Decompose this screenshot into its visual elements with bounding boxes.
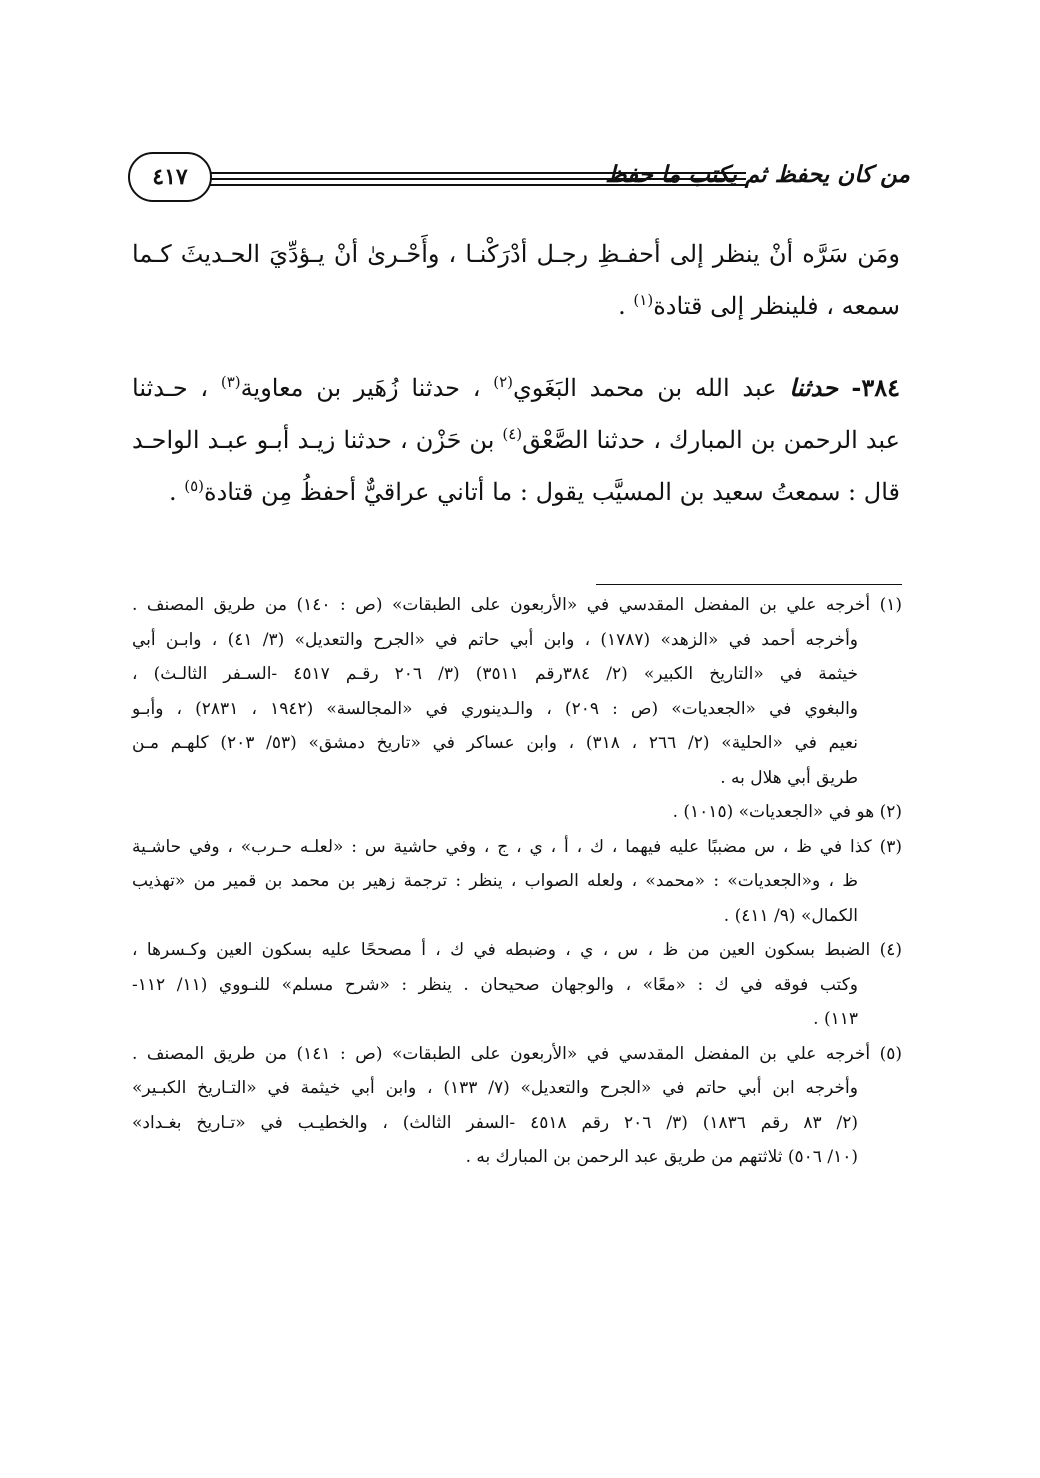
text-span: عبد الرحمن بن المبارك ، حدثنا الصَّعْق: [522, 426, 900, 454]
text-span: ، حدثنا زُهَير بن معاوية: [240, 374, 494, 402]
footnote-ref[interactable]: (٤): [502, 425, 523, 443]
footnote-line: وكتب فوقه في ك : «معًا» ، والوجهان صحيحان . ينظر : «شرح مسلم» للنـووي (١١/ ١١٢-: [132, 974, 858, 995]
text-span: ، حـدثنا: [132, 374, 221, 402]
footnote-ref[interactable]: (٣): [220, 373, 241, 391]
page-header: [128, 150, 910, 210]
footnote-line: طريق أبي هلال به .: [720, 767, 858, 788]
haddathana-word: حدثنا: [789, 373, 838, 402]
text-span: .: [168, 478, 185, 506]
footnote-line: (٥) أخرجه علي بن المفضل المقدسي في «الأربعون على الطبقات» (ص : ١٤١) من طريق المصنف .: [132, 1043, 902, 1064]
text-line: [132, 414, 900, 466]
footnote-line: وأخرجه أحمد في «الزهد» (١٧٨٧) ، وابن أبي حاتم في «الجرح والتعديل» (٣/ ٤١) ، وابـن أبي: [132, 629, 859, 650]
footnote-line: (٣) كذا في ظ ، س مضببًا عليه فيهما ، ك ، أ ، ي ، ج ، وفي حاشية س : «لعلـه حـرب» ، وفي حاشـية: [132, 836, 902, 857]
footnote-ref[interactable]: (١): [633, 291, 654, 309]
main-text: [132, 228, 900, 518]
paragraph-gap: [132, 332, 900, 362]
page-number: ٤١٧: [128, 152, 212, 202]
text-span: بن حَزْن ، حدثنا زيـد أبـو عبـد الواحـد: [132, 426, 503, 454]
footnote-line: الكمال» (٩/ ٤١١) .: [723, 905, 858, 926]
text-span: سمعه ، فلينظر إلى قتادة: [653, 292, 900, 320]
footnote-line: (١) أخرجه علي بن المفضل المقدسي في «الأربعون على الطبقات» (ص : ١٤٠) من طريق المصنف .: [132, 595, 902, 615]
footnote-line: نعيم في «الحلية» (٢/ ٢٦٦ ، ٣١٨) ، وابن عساكر في «تاريخ دمشق» (٥٣/ ٢٠٣) كلهـم مـن: [132, 733, 858, 753]
footnote-line: (٤) الضبط بسكون العين من ظ ، س ، ي ، وضبطه في ك ، أ مصححًا عليه بسكون العين وكـسرها ،: [132, 940, 902, 960]
footnotes: [132, 578, 902, 1175]
text-line: [132, 280, 900, 332]
footnote-line: (١٠/ ٥٠٦) ثلاثتهم من طريق عبد الرحمن بن المبارك به .: [465, 1147, 858, 1167]
footnote-line: (٢) هو في «الجعديات» (١٠١٥) .: [672, 802, 902, 822]
footnote-line: خيثمة في «التاريخ الكبير» (٢/ ٣٨٤رقم ٣٥١١) (٣/ ٢٠٦ رقـم ٤٥١٧ -السـفر الثالـث) ،: [132, 664, 859, 684]
footnote-line: ظ ، و«الجعديات» : «محمد» ، ولعله الصواب ، ينظر : ترجمة زهير بن محمد بن قمير من «تهذيب: [132, 871, 858, 891]
chapter-title: من كان يحفظ ثم يكتب ما حفظ: [605, 161, 910, 188]
text-span: قال : سمعتُ سعيد بن المسيَّب يقول : ما أتاني عراقيٌّ أحفظُ مِن قتادة: [204, 478, 900, 506]
footnote-line: وأخرجه ابن أبي حاتم في «الجرح والتعديل» (٧/ ١٣٣) ، وابن أبي خيثمة في «التـاريخ الكبـير»: [132, 1078, 858, 1098]
text-span: .: [618, 292, 634, 320]
hadith-number: ٣٨٤-: [837, 373, 901, 402]
footnote-line: والبغوي في «الجعديات» (ص : ٢٠٩) ، والـدينوري في «المجالسة» (١٩٤٢ ، ٢٨٣١) ، وأبـو: [132, 698, 859, 719]
text-line: [132, 362, 900, 414]
text-span: عبد الله بن محمد البَغَوي: [512, 374, 790, 402]
text-line: ومَن سَرَّه أنْ ينظر إلى أحفـظِ رجـل أدْرَكْنـا ، وأَحْـرىٰ أنْ يـؤدِّيَ الحـديثَ كـما: [132, 240, 900, 268]
footnote-ref[interactable]: (٢): [493, 373, 513, 391]
text-line: [132, 466, 900, 518]
footnote-line: (٢/ ٨٣ رقم ١٨٣٦) (٣/ ٢٠٦ رقم ٤٥١٨ -السفر الثالث) ، والخطيـب في «تـاريخ بغـداد»: [132, 1112, 858, 1133]
footnote-line: ١١٣) .: [813, 1009, 858, 1029]
footnote-ref[interactable]: (٥): [184, 477, 205, 495]
